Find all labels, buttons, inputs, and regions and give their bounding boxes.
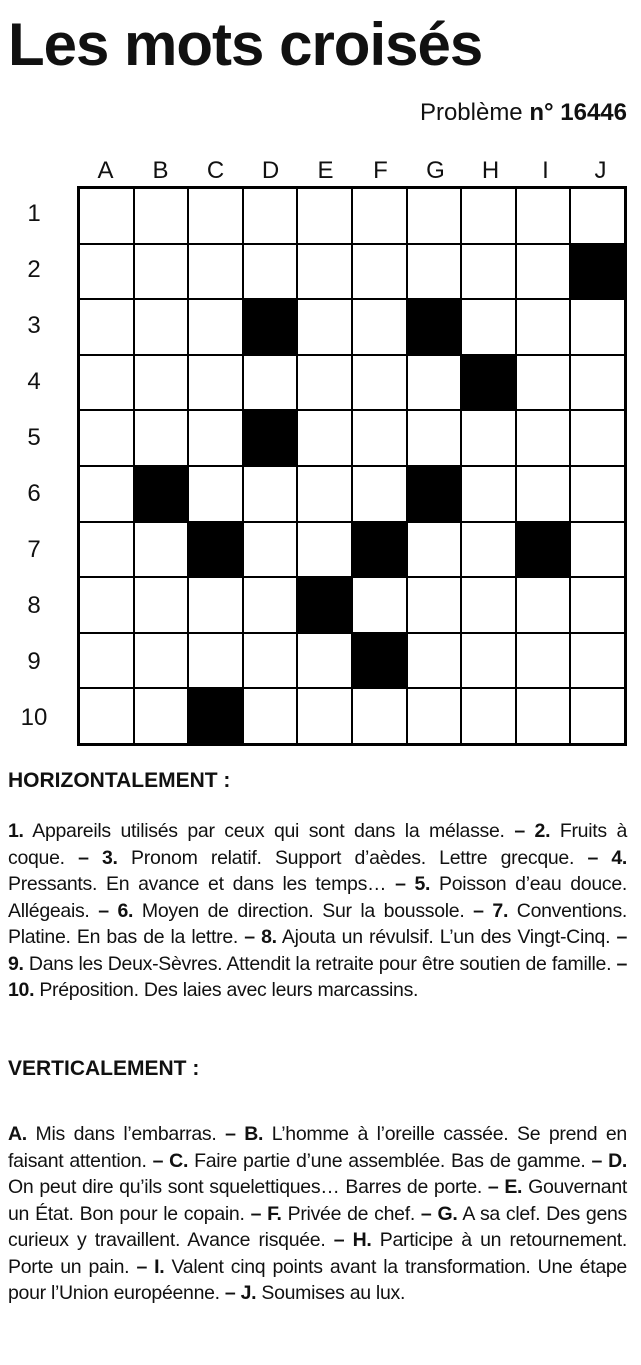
clue-number: – 7. — [473, 899, 509, 922]
grid-cell[interactable] — [570, 188, 625, 244]
grid-cell[interactable] — [570, 299, 625, 355]
grid-cell[interactable] — [516, 633, 571, 689]
grid-cell[interactable] — [461, 299, 516, 355]
clue-number: – H. — [333, 1229, 372, 1251]
grid-cell[interactable] — [134, 188, 189, 244]
black-square — [407, 466, 462, 522]
clue-text: A sa clef. Des gens curieux y travaillent. Avance risquée. — [8, 1202, 628, 1251]
column-label: D — [261, 157, 280, 184]
clue-text: Gouvernant un État. Bon pour le copain. — [8, 1176, 627, 1225]
column-label: I — [542, 157, 549, 184]
row-label: 6 — [27, 480, 41, 507]
grid-cell[interactable] — [407, 244, 462, 300]
grid-cell[interactable] — [407, 410, 462, 466]
black-square — [243, 410, 298, 466]
clue-number: – 2. — [514, 820, 551, 842]
clue-text: Pressants. En avance et dans les temps… — [8, 873, 396, 895]
row-label: 5 — [27, 424, 41, 451]
clue-text: Dans les Deux-Sèvres. Attendit la retraite pour être soutien de famille. — [23, 952, 617, 975]
grid-cell[interactable] — [243, 466, 298, 522]
grid-cell[interactable] — [79, 355, 134, 411]
clue-number: – J. — [224, 1282, 257, 1304]
grid-cell[interactable] — [134, 577, 189, 633]
clue-number: – 6. — [98, 899, 134, 922]
grid-cell[interactable] — [352, 188, 407, 244]
clue-text: Conventions. Platine. En bas de la lettre. — [8, 899, 628, 948]
clue-number: 1. — [8, 820, 24, 842]
row-label: 3 — [27, 312, 41, 339]
grid-cell[interactable] — [570, 688, 625, 744]
grid-cell[interactable] — [79, 688, 134, 744]
grid-cell[interactable] — [243, 244, 298, 300]
grid-cell[interactable] — [570, 355, 625, 411]
grid-cell[interactable] — [297, 633, 352, 689]
grid-cell[interactable] — [134, 688, 189, 744]
black-square — [188, 522, 243, 578]
grid-cell[interactable] — [461, 577, 516, 633]
clue-number: – G. — [420, 1202, 458, 1225]
grid-cell[interactable] — [79, 188, 134, 244]
grid-cell[interactable] — [407, 522, 462, 578]
grid-cell[interactable] — [134, 244, 189, 300]
grid-cell[interactable] — [407, 577, 462, 633]
black-square — [243, 299, 298, 355]
grid-cell[interactable] — [516, 355, 571, 411]
grid-cell[interactable] — [407, 688, 462, 744]
clue-text: Fruits à coque. — [8, 820, 628, 869]
column-label: H — [481, 157, 500, 184]
grid-cell[interactable] — [352, 410, 407, 466]
grid-cell[interactable] — [352, 299, 407, 355]
black-square — [461, 355, 516, 411]
grid-cell[interactable] — [461, 410, 516, 466]
grid-cell[interactable] — [243, 355, 298, 411]
grid-cell[interactable] — [516, 244, 571, 300]
grid-cell[interactable] — [516, 410, 571, 466]
row-label: 10 — [20, 704, 48, 731]
grid-cell[interactable] — [297, 466, 352, 522]
grid-cell[interactable] — [516, 188, 571, 244]
clue-number: – 8. — [244, 926, 277, 948]
grid-cell[interactable] — [407, 633, 462, 689]
grid-cell[interactable] — [297, 355, 352, 411]
grid-cell[interactable] — [188, 466, 243, 522]
horizontal-clues — [8, 818, 627, 1004]
grid-cell[interactable] — [570, 466, 625, 522]
grid-cell[interactable] — [243, 688, 298, 744]
crossword-grid — [77, 186, 627, 746]
clue-number: – C. — [152, 1149, 189, 1172]
column-label: C — [206, 157, 225, 184]
column-label: J — [594, 157, 607, 184]
grid-cell[interactable] — [407, 188, 462, 244]
grid-cell[interactable] — [79, 577, 134, 633]
clue-number: – 3. — [78, 846, 118, 869]
grid-cell[interactable] — [188, 410, 243, 466]
vertical-heading: VERTICALEMENT : — [8, 1057, 200, 1080]
vertical-clues — [8, 1121, 627, 1307]
grid-cell[interactable] — [297, 410, 352, 466]
clue-text: L’homme à l’oreille cassée. Se prend en faisant attention. — [8, 1123, 627, 1172]
clue-text: Moyen de direction. Sur la boussole. — [133, 899, 474, 922]
grid-cell[interactable] — [134, 299, 189, 355]
grid-cell[interactable] — [516, 466, 571, 522]
grid-cell[interactable] — [570, 633, 625, 689]
clue-text: Mis dans l’embarras. — [26, 1123, 226, 1145]
black-square — [570, 244, 625, 300]
black-square — [134, 466, 189, 522]
clue-text: Privée de chef. — [281, 1202, 421, 1225]
grid-cell[interactable] — [297, 522, 352, 578]
grid-cell[interactable] — [188, 244, 243, 300]
grid-cell[interactable] — [79, 410, 134, 466]
grid-cell[interactable] — [461, 466, 516, 522]
grid-cell[interactable] — [461, 522, 516, 578]
grid-cell[interactable] — [188, 355, 243, 411]
grid-cell[interactable] — [352, 355, 407, 411]
black-square — [188, 688, 243, 744]
grid-cell[interactable] — [243, 577, 298, 633]
grid-cell[interactable] — [461, 188, 516, 244]
grid-cell[interactable] — [352, 244, 407, 300]
grid-cell[interactable] — [79, 466, 134, 522]
clue-text: Préposition. Des laies avec leurs marcassins. — [34, 979, 419, 1001]
grid-cell[interactable] — [461, 688, 516, 744]
clue-number: – F. — [250, 1202, 282, 1225]
clue-number: – 4. — [587, 846, 628, 869]
row-label: 2 — [27, 256, 41, 283]
page-title: Les mots croisés — [8, 11, 483, 78]
clue-text: Soumises au lux. — [256, 1282, 406, 1304]
horizontal-heading: HORIZONTALEMENT : — [8, 769, 231, 792]
column-label: E — [317, 157, 334, 184]
grid-cell[interactable] — [570, 522, 625, 578]
black-square — [407, 299, 462, 355]
grid-cell[interactable] — [297, 688, 352, 744]
clue-text: Poisson d’eau douce. Allégeais. — [8, 873, 628, 922]
clue-text: Faire partie d’une assemblée. Bas de gamme. — [188, 1149, 592, 1172]
grid-cell[interactable] — [516, 688, 571, 744]
row-label: 4 — [27, 368, 41, 395]
column-label: A — [97, 157, 114, 184]
row-label: 9 — [27, 648, 41, 675]
grid-cell[interactable] — [134, 633, 189, 689]
grid-cell[interactable] — [188, 299, 243, 355]
grid-cell[interactable] — [134, 522, 189, 578]
clue-text: On peut dire qu’ils sont squelettiques… Barres de porte. — [8, 1176, 488, 1198]
grid-cell[interactable] — [243, 633, 298, 689]
grid-cell[interactable] — [79, 299, 134, 355]
grid-cell[interactable] — [134, 355, 189, 411]
grid-cell[interactable] — [79, 522, 134, 578]
grid-cell[interactable] — [407, 355, 462, 411]
grid-cell[interactable] — [570, 410, 625, 466]
black-square — [516, 522, 571, 578]
grid-cell[interactable] — [352, 577, 407, 633]
grid-cell[interactable] — [188, 633, 243, 689]
clue-number: – 9. — [8, 926, 627, 975]
black-square — [297, 577, 352, 633]
clue-text: Ajouta un révulsif. L’un des Vingt-Cinq. — [276, 926, 617, 948]
grid-cell[interactable] — [516, 577, 571, 633]
grid-cell[interactable] — [79, 633, 134, 689]
grid-cell[interactable] — [516, 299, 571, 355]
grid-cell[interactable] — [570, 577, 625, 633]
clue-text: Pronom relatif. Support d’aèdes. Lettre grecque. — [117, 846, 588, 869]
grid-cell[interactable] — [461, 244, 516, 300]
grid-cell[interactable] — [243, 188, 298, 244]
row-label: 1 — [27, 200, 41, 227]
clue-number: – B. — [225, 1123, 264, 1145]
grid-cell[interactable] — [188, 577, 243, 633]
clue-number: – 10. — [8, 952, 627, 1001]
clue-text: Participe à un retournement. Porte un pain. — [8, 1229, 627, 1278]
black-square — [352, 633, 407, 689]
grid-cell[interactable] — [297, 299, 352, 355]
row-label: 8 — [27, 592, 41, 619]
clue-number: A. — [8, 1123, 27, 1145]
grid-cell[interactable] — [188, 188, 243, 244]
grid-cell[interactable] — [134, 410, 189, 466]
grid-cell[interactable] — [461, 633, 516, 689]
grid-cell[interactable] — [79, 244, 134, 300]
problem-label: Problème — [419, 99, 523, 126]
column-label: B — [152, 157, 169, 184]
clue-number: – E. — [487, 1176, 523, 1198]
problem-number — [420, 98, 627, 128]
grid-cell[interactable] — [352, 466, 407, 522]
clue-text: Valent cinq points avant la transformation. Une étape pour l’Union européenne. — [8, 1255, 627, 1304]
grid-cell[interactable] — [352, 688, 407, 744]
clue-text: Appareils utilisés par ceux qui sont dans la mélasse. — [23, 820, 515, 842]
clue-number: – D. — [591, 1149, 627, 1172]
clue-number: – 5. — [395, 873, 431, 895]
column-label: G — [426, 157, 445, 184]
black-square — [352, 522, 407, 578]
grid-cell[interactable] — [243, 522, 298, 578]
problem-number-value: n° 16446 — [529, 99, 627, 126]
row-label: 7 — [27, 536, 41, 563]
column-label: F — [373, 157, 388, 184]
clue-number: – I. — [136, 1255, 165, 1278]
grid-cell[interactable] — [297, 188, 352, 244]
grid-cell[interactable] — [297, 244, 352, 300]
